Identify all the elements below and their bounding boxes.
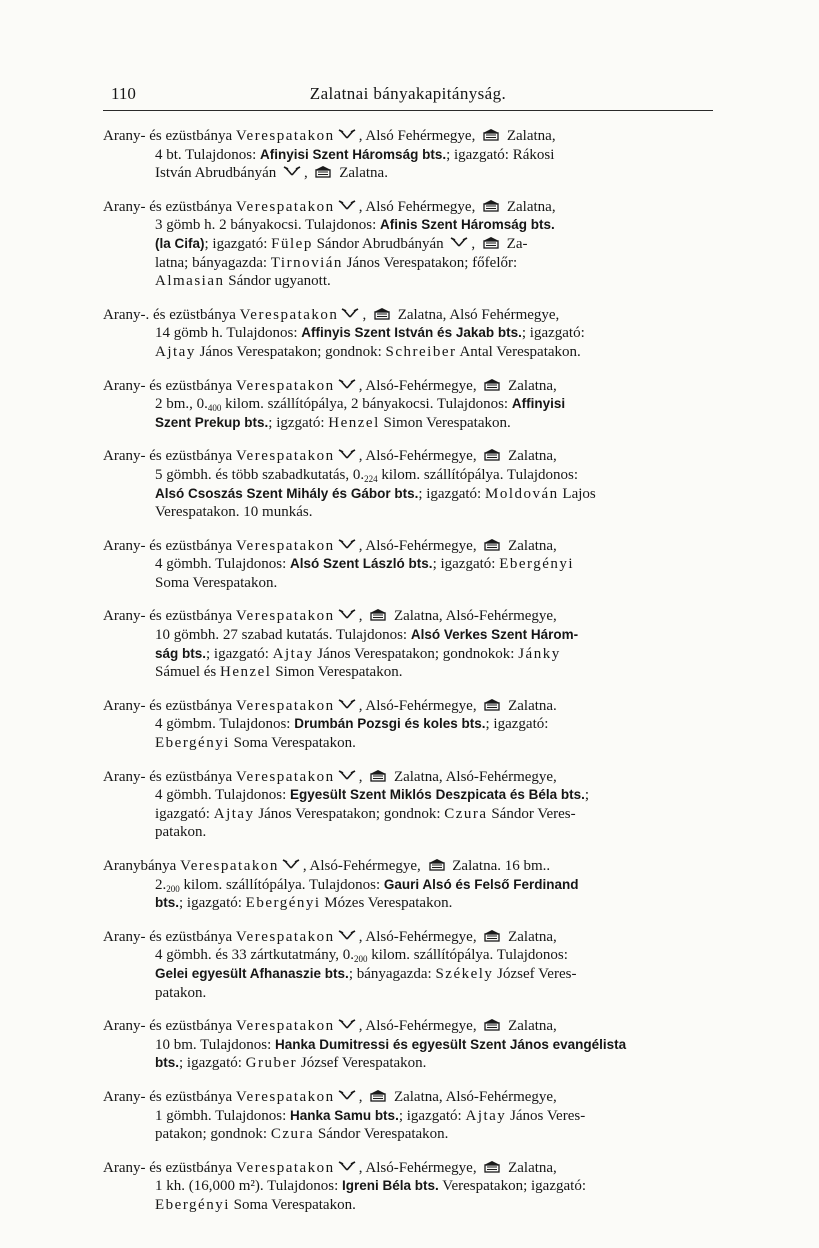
entry-text: Arany- és ezüstbánya [103,928,236,945]
mine-entries-list [103,127,715,1230]
entry-text: , Alsó-Fehérmegye, [302,858,425,874]
entry-detail-line [103,146,715,165]
page-header [103,84,713,111]
mine-entry [103,306,715,362]
entry-text: , Alsó-Fehérmegye, [358,1159,481,1176]
entry-heading-line [103,857,715,876]
entry-text: 1 kh. (16,000 m²). Tulajdonos: [155,1178,343,1195]
entry-text: kilom. szállítópálya, 2 bányakocsi. Tulajdonos: [221,396,512,413]
entry-detail-line [103,626,715,645]
entry-detail-line [103,164,715,183]
mine-entry [103,697,715,753]
spaced-name: Ajtay [213,805,255,822]
owner-name: Hanka Dumitressi és egyesült Szent János evangélista [275,1036,627,1052]
entry-text: Zalatna, [504,928,557,945]
entry-text: 4 gömbh. Tulajdonos: [155,556,291,573]
entry-text: ; [584,787,590,804]
post-office-icon [482,1160,502,1173]
entry-text: , Alsó-Fehérmegye, [358,697,481,714]
mine-entry [103,768,715,842]
entry-text: Zalatna, [504,448,557,465]
entry-detail-line [103,272,715,291]
entry-text: Arany- és ezüstbánya [103,377,236,394]
spaced-name: Verespatakon [235,608,335,625]
entry-heading-line [103,198,715,217]
crossed-hammers-icon [337,1018,357,1031]
entry-text: Arany-. és ezüstbánya [103,306,240,323]
post-office-icon [481,199,501,212]
page-number: 110 [111,84,136,103]
spaced-name: Ebergényi [499,556,575,573]
entry-heading-line [103,1159,715,1178]
entry-detail-line [103,503,715,522]
entry-detail-line [103,715,715,734]
post-office-icon [368,608,388,621]
entry-detail-line [103,894,715,913]
entry-detail-line [103,823,715,842]
entry-detail-line [103,805,715,824]
entry-text: igazgató: [155,805,214,822]
entry-text: Za- [502,235,528,252]
entry-text: ; igazgató: [432,556,500,573]
spaced-name: Ebergényi [155,1196,230,1213]
entry-text: János Verespatakon; gondnok: [254,805,445,822]
entry-heading-line [103,607,715,626]
entry-detail-line [103,876,715,895]
entry-text: patakon. [155,984,207,1001]
entry-text: , Alsó Fehérmegye, [358,128,480,144]
entry-text: kilom. szállítópálya. Tulajdonos: [367,947,568,964]
entry-text: , [358,1088,367,1105]
entry-text: Zalatna. [504,697,557,714]
entry-text: János Veres- [506,1107,586,1124]
owner-name: Igreni Béla bts. [342,1178,439,1194]
spaced-name: Verespatakon [235,697,335,714]
entry-text: Arany- és ezüstbánya [103,448,236,465]
entry-text: Soma Verespatakon. [155,574,278,591]
entry-text: , Alsó-Fehérmegye, [358,928,481,945]
entry-text: Verespatakon; igazgató: [438,1178,586,1195]
spaced-name: Székely [435,965,494,982]
entry-detail-line [103,734,715,753]
entry-detail-line [103,645,715,664]
entry-detail-line [103,235,715,254]
entry-text: Sándor Verespatakon. [314,1126,449,1143]
entry-detail-line [103,786,715,805]
owner-name: Alsó Csoszás Szent Mihály és Gábor bts. [155,485,419,501]
entry-text: , Alsó-Fehérmegye, [358,1018,481,1035]
entry-text: Zalatna, Alsó-Fehérmegye, [390,768,557,785]
entry-text: Arany- és ezüstbánya [103,1018,236,1035]
owner-name: Afinyisi Szent Háromság bts. [260,146,447,162]
entry-text: 400 [207,403,222,414]
crossed-hammers-icon [337,929,357,942]
entry-text: Soma Verespatakon. [229,1196,356,1213]
entry-text: Zalatna, Alsó Fehérmegye, [393,306,560,323]
post-office-icon [481,236,501,249]
entry-text: Zalatna, Alsó-Fehérmegye, [390,1088,557,1105]
spaced-name: Jánky [518,645,561,662]
entry-text: József Veres- [493,965,577,982]
post-office-icon [482,698,502,711]
entry-text: ; bányagazda: [348,965,436,982]
mine-entry [103,127,715,183]
entry-heading-line [103,928,715,947]
entry-text: kilom. szállítópálya. Tulajdonos: [377,466,579,483]
entry-text: Zalatna, [503,128,556,144]
owner-name: Gelei egyesült Afhanaszie bts. [155,965,349,981]
entry-text: ; igazgató: [204,235,272,252]
entry-text: 4 gömbh. és 33 zártkutatmány, 0. [155,947,354,964]
entry-text: Sámuel és [155,664,220,681]
mine-entry [103,377,715,433]
entry-text: , [471,235,479,252]
crossed-hammers-icon [337,698,357,711]
post-office-icon [481,128,501,141]
entry-text: 2. [155,876,167,893]
entry-detail-line [103,574,715,593]
spaced-name: Verespatakon [235,768,335,785]
owner-name: Affinyis Szent István és Jakab bts. [301,325,522,341]
entry-text: 10 gömbh. 27 szabad kutatás. Tulajdonos: [155,627,411,644]
entry-text: Simon Verespatakon. [271,664,403,681]
entry-text: 3 gömb h. 2 bányakocsi. Tulajdonos: [155,217,381,234]
entry-text: , Alsó-Fehérmegye, [358,377,481,394]
spaced-name: Moldován [484,485,559,502]
entry-text: József Verespatakon. [297,1055,427,1072]
post-office-icon [368,1089,388,1102]
entry-detail-line [103,1107,715,1126]
entry-heading-line [103,306,715,325]
mine-entry [103,607,715,681]
entry-text: 1 gömbh. Tulajdonos: [155,1107,291,1124]
entry-detail-line [103,1125,715,1144]
spaced-name: Henzel [328,414,380,431]
spaced-name: Verespatakon [235,537,335,554]
entry-text: Arany- és ezüstbánya [103,697,236,714]
owner-name: Affinyisi [511,396,566,412]
entry-text: 224 [364,473,378,484]
owner-name: ság bts. [155,645,207,661]
spaced-name: Czura [270,1126,315,1143]
entry-detail-line [103,343,715,362]
entry-detail-line [103,414,715,433]
post-office-icon [313,165,333,178]
running-head: Zalatnai bányakapitányság. [309,84,507,103]
owner-name: Gauri Alsó és Felső Ferdinand [383,876,579,892]
entry-text: Lajos [558,485,596,502]
owner-name: Drumbán Pozsgi és koles bts. [294,716,486,732]
entry-text: ; igazgató: Rákosi [446,146,555,163]
entry-text: Aranybánya [103,858,181,874]
spaced-name: Verespatakon [235,928,335,945]
entry-text: ; igazgató: [418,485,485,502]
entry-text: Sándor Veres- [487,805,576,822]
mine-entry [103,857,715,913]
post-office-icon [482,929,502,942]
post-office-icon [482,538,502,551]
entry-text: , Alsó-Fehérmegye, [358,448,481,465]
entry-detail-line [103,555,715,574]
entry-heading-line [103,768,715,787]
entry-text: 14 gömb h. Tulajdonos: [155,325,302,342]
owner-name: bts. [155,895,180,911]
owner-name: Hanka Samu bts. [290,1107,399,1123]
entry-text: , [358,768,367,785]
entry-detail-line [103,216,715,235]
entry-text: Verespatakon. 10 munkás. [155,504,313,521]
entry-text: , Alsó-Fehérmegye, [358,537,481,554]
entry-text: János Verespatakon; főfelőr: [342,254,518,271]
mine-entry [103,198,715,291]
entry-text: Antal Verespatakon. [456,343,581,360]
post-office-icon [482,448,502,461]
entry-text: , [303,165,312,182]
entry-text: Soma Verespatakon. [229,735,356,752]
entry-detail-line [103,485,715,504]
entry-text: patakon. [155,824,207,841]
spaced-name: Gruber [245,1055,298,1072]
spaced-name: Verespatakon [180,858,279,874]
entry-text: 2 bm., 0. [155,396,208,413]
entry-text: Arany- és ezüstbánya [103,1088,236,1105]
mine-entry [103,928,715,1002]
entry-detail-line [103,984,715,1003]
entry-text: ; igazgató: [206,645,273,662]
entry-heading-line [103,447,715,466]
spaced-name: Verespatakon [235,1159,335,1176]
entry-detail-line [103,254,715,273]
entry-text: Arany- és ezüstbánya [103,128,236,144]
spaced-name: Verespatakon [235,377,335,394]
crossed-hammers-icon [281,858,301,871]
mine-entry [103,1088,715,1144]
entry-heading-line [103,377,715,396]
mine-entry [103,1017,715,1073]
entry-text: 10 bm. Tulajdonos: [155,1036,276,1053]
entry-text: Zalatna, [504,1018,557,1035]
entry-text: János Verespatakon; gondnokok: [313,645,519,662]
entry-text: 4 gömbm. Tulajdonos: [155,716,295,733]
owner-name: Szent Prekup bts. [155,414,269,430]
entry-text: Zalatna, [503,198,556,215]
entry-text: Arany- és ezüstbánya [103,768,236,785]
entry-detail-line [103,1036,715,1055]
entry-text: 200 [166,883,180,894]
entry-text: Zalatna, Alsó-Fehérmegye, [390,608,557,625]
entry-heading-line [103,1017,715,1036]
crossed-hammers-icon [337,1160,357,1173]
entry-text: 200 [353,954,368,965]
entry-detail-line [103,1177,715,1196]
crossed-hammers-icon [340,307,360,320]
owner-name: (la Cifa) [155,235,205,251]
crossed-hammers-icon [282,165,302,178]
entry-text: latna; bányagazda: [155,254,271,271]
entry-text: 4 bt. Tulajdonos: [155,146,261,163]
mine-entry [103,537,715,593]
post-office-icon [368,769,388,782]
spaced-name: Ajtay [272,645,314,662]
crossed-hammers-icon [337,769,357,782]
entry-text: Zalatna, [504,537,557,554]
entry-heading-line [103,1088,715,1107]
entry-detail-line [103,324,715,343]
entry-text: , [358,608,367,625]
entry-detail-line [103,946,715,965]
entry-text: Arany- és ezüstbánya [103,198,236,215]
entry-detail-line [103,1196,715,1215]
spaced-name: Ebergényi [245,895,321,912]
entry-text: Sándor Abrudbányán [312,235,448,252]
crossed-hammers-icon [337,1089,357,1102]
entry-detail-line [103,395,715,414]
mine-entry [103,447,715,521]
crossed-hammers-icon [337,378,357,391]
entry-text: ; igazgató: [398,1107,466,1124]
spaced-name: Fülep [271,235,313,252]
entry-heading-line [103,697,715,716]
crossed-hammers-icon [337,199,357,212]
entry-detail-line [103,1054,715,1073]
spaced-name: Henzel [220,664,272,681]
entry-text: István Abrudbányán [155,165,280,182]
spaced-name: Tirnovián [270,254,343,271]
entry-text: Arany- és ezüstbánya [103,537,236,554]
entry-text: ; igazgató: [179,1055,246,1072]
entry-text: 5 gömbh. és több szabadkutatás, 0. [155,466,365,483]
entry-detail-line [103,663,715,682]
entry-text: ; igazgató: [179,895,246,912]
spaced-name: Verespatakon [235,1018,335,1035]
spaced-name: Verespatakon [235,128,335,144]
entry-text: János Verespatakon; gondnok: [195,343,386,360]
owner-name: Alsó Verkes Szent Három- [410,627,579,643]
entry-text: kilom. szállítópálya. Tulajdonos: [179,876,384,893]
entry-detail-line [103,466,715,485]
entry-text: Zalatna. [335,165,388,182]
entry-text: Zalatna, [504,377,557,394]
entry-text: Mózes Verespatakon. [320,895,453,912]
spaced-name: Ajtay [155,343,196,360]
entry-text: , [362,306,370,323]
entry-text: ; igazgató: [521,325,585,342]
entry-text: Simon Verespatakon. [379,414,511,431]
entry-text: ; igazgató: [485,716,549,733]
entry-text: ; igzgató: [268,414,329,431]
entry-text: Zalatna. 16 bm.. [448,858,551,874]
owner-name: Afinis Szent Háromság bts. [380,217,555,233]
spaced-name: Almasian [155,273,225,290]
entry-detail-line [103,965,715,984]
entry-heading-line [103,537,715,556]
spaced-name: Ebergényi [155,735,230,752]
entry-text: Arany- és ezüstbánya [103,608,236,625]
entry-text: Arany- és ezüstbánya [103,1159,236,1176]
entry-text: patakon; gondnok: [155,1126,271,1143]
owner-name: Alsó Szent László bts. [290,556,433,572]
entry-text: Zalatna, [504,1159,557,1176]
owner-name: bts. [155,1055,180,1071]
spaced-name: Verespatakon [235,448,335,465]
mine-entry [103,1159,715,1215]
crossed-hammers-icon [337,538,357,551]
entry-heading-line [103,127,715,146]
spaced-name: Ajtay [465,1107,507,1124]
spaced-name: Schreiber [385,343,457,360]
entry-text: 4 gömbh. Tulajdonos: [155,787,291,804]
spaced-name: Verespatakon [239,306,339,323]
crossed-hammers-icon [337,448,357,461]
spaced-name: Verespatakon [235,198,335,215]
crossed-hammers-icon [337,128,357,141]
spaced-name: Czura [444,805,488,822]
crossed-hammers-icon [449,236,469,249]
entry-text: Sándor ugyanott. [224,273,331,290]
owner-name: Egyesült Szent Miklós Deszpicata és Béla bts. [290,787,585,803]
spaced-name: Verespatakon [235,1088,335,1105]
post-office-icon [482,378,502,391]
entry-text: , Alsó Fehérmegye, [358,198,480,215]
crossed-hammers-icon [337,608,357,621]
post-office-icon [427,858,447,871]
post-office-icon [482,1018,502,1031]
post-office-icon [372,307,392,320]
